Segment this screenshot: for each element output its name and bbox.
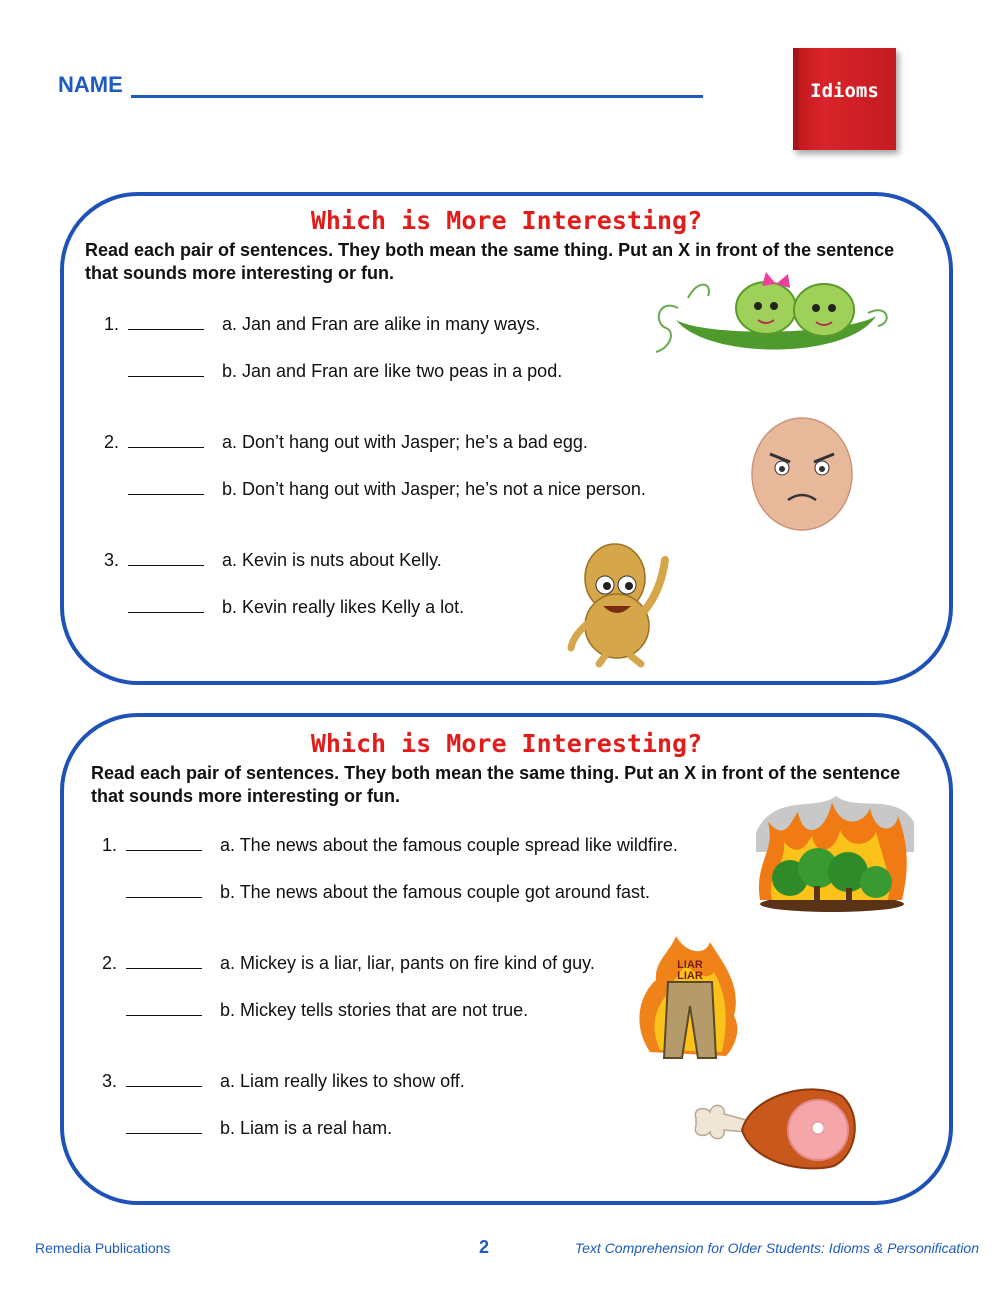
item-2a <box>102 953 595 974</box>
item-3a <box>104 550 442 571</box>
footer-book-title: Text Comprehension for Older Students: Idioms & Personification <box>574 1240 979 1256</box>
book-title: Idioms <box>810 80 879 102</box>
sentence: b. Liam is a real ham. <box>220 1118 393 1138</box>
answer-blank-2a[interactable] <box>126 954 202 969</box>
item-number: 3. <box>102 1071 118 1091</box>
answer-blank-1a[interactable] <box>128 315 204 330</box>
sentence: a. Don’t hang out with Jasper; he’s a bad egg. <box>222 432 588 452</box>
answer-blank-3b[interactable] <box>126 1119 202 1134</box>
answer-blank-1b[interactable] <box>128 362 204 377</box>
peas-in-pod-icon <box>648 268 896 360</box>
wildfire-icon <box>746 792 918 914</box>
item-1b <box>126 882 650 903</box>
instructions: Read each pair of sentences. They both mean the same thing. Put an X in front of the sentence that sounds more interesting or fun. <box>85 240 895 283</box>
answer-blank-3a[interactable] <box>126 1072 202 1087</box>
footer-page-number: 2 <box>479 1237 490 1257</box>
ham-icon <box>692 1080 858 1170</box>
sentence: a. Kevin is nuts about Kelly. <box>222 550 442 570</box>
footer-publisher: Remedia Publications <box>35 1240 171 1256</box>
sentence: a. The news about the famous couple spread like wildfire. <box>220 835 678 855</box>
item-number: 2. <box>102 953 118 973</box>
sentence: a. Liam really likes to show off. <box>220 1071 465 1091</box>
item-number: 3. <box>104 550 120 570</box>
instructions: Read each pair of sentences. They both mean the same thing. Put an X in front of the sentence that sounds more interesting or fun. <box>91 763 901 806</box>
item-number: 1. <box>102 835 118 855</box>
peanut-icon <box>565 540 680 668</box>
liar-label-2: LIAR <box>677 970 703 982</box>
name-label: NAME <box>58 72 123 97</box>
item-1a <box>104 314 540 335</box>
bad-egg-icon <box>748 408 856 532</box>
item-3b <box>128 597 464 618</box>
sentence: a. Jan and Fran are alike in many ways. <box>222 314 541 334</box>
sentence: b. Mickey tells stories that are not true. <box>220 1000 529 1020</box>
item-number: 1. <box>104 314 120 334</box>
idioms-book-icon <box>793 48 896 150</box>
item-3a <box>102 1071 465 1092</box>
panel-title: Which is More Interesting? <box>310 729 703 758</box>
liar-label-1: LIAR <box>677 959 703 971</box>
answer-blank-3a[interactable] <box>128 551 204 566</box>
name-blank <box>131 77 703 98</box>
sentence: b. Kevin really likes Kelly a lot. <box>222 597 465 617</box>
answer-blank-3b[interactable] <box>128 598 204 613</box>
item-1b <box>128 361 562 382</box>
item-number: 2. <box>104 432 120 452</box>
item-2a <box>104 432 588 453</box>
name-line <box>58 72 703 98</box>
panel-title: Which is More Interesting? <box>310 206 703 235</box>
liar-pants-on-fire-icon <box>630 932 746 1062</box>
answer-blank-2b[interactable] <box>128 480 204 495</box>
item-2b <box>128 479 646 500</box>
answer-blank-2a[interactable] <box>128 433 204 448</box>
answer-blank-1b[interactable] <box>126 883 202 898</box>
item-2b <box>126 1000 528 1021</box>
item-1a <box>102 835 678 856</box>
sentence: b. Don’t hang out with Jasper; he’s not a nice person. <box>222 479 646 499</box>
answer-blank-2b[interactable] <box>126 1001 202 1016</box>
item-3b <box>126 1118 392 1139</box>
answer-blank-1a[interactable] <box>126 836 202 851</box>
sentence: a. Mickey is a liar, liar, pants on fire kind of guy. <box>220 953 595 973</box>
sentence: b. Jan and Fran are like two peas in a pod. <box>222 361 563 381</box>
sentence: b. The news about the famous couple got around fast. <box>220 882 650 902</box>
